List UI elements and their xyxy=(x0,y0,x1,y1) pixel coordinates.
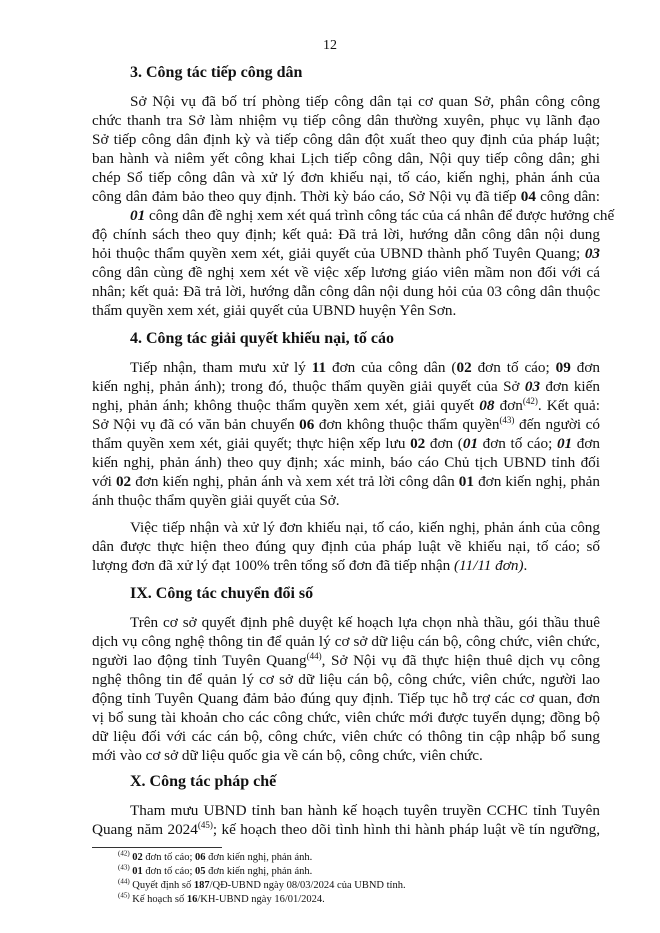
s9-line-4: nghệ thông tin để quản lý cơ sở dữ liệu cán bộ, công chức, viên chức, người lao xyxy=(92,671,600,688)
s3-line-3: Sở tiếp công dân định kỳ và tiếp công dân đột xuất theo quy định của pháp luật; xyxy=(92,131,600,148)
s4-p2-line-1: Việc tiếp nhận và xử lý đơn khiếu nại, tố cáo, kiến nghị, phản ánh của công xyxy=(130,519,600,536)
s9-line-5: động tỉnh Tuyên Quang đảm bảo đúng quy định. Tiếp tục hỗ trợ các cơ quan, đơn xyxy=(92,690,600,707)
s3-line-7: 01 công dân đề nghị xem xét quá trình công tác của cá nhân để được hưởng chế xyxy=(130,207,615,224)
footnote-42: $^{(42)}$ 02 đơn tố cáo; 06 đơn kiến nghị, phản ánh. xyxy=(118,849,313,863)
page-number: 12 xyxy=(323,38,337,53)
footnote-ref-45: (45) xyxy=(197,819,213,830)
s3-line-8: độ chính sách theo quy định; kết quả: Đã trả lời, hướng dẫn công dân nội dung xyxy=(92,226,600,243)
footnote-ref-44: (44) xyxy=(306,650,322,661)
s10-line-1: Tham mưu UBND tỉnh ban hành kế hoạch tuyên truyền CCHC tỉnh Tuyên xyxy=(130,802,600,819)
s9-line-3: người lao động tỉnh Tuyên Quang$^{(44)}$, Sở Nội vụ đã thực hiện thuê dịch vụ công xyxy=(92,650,600,669)
s4-line-4: Sở Nội vụ đã có văn bản chuyển 06 đơn không thuộc thẩm quyền$^{(43)}$ đến người có xyxy=(92,414,600,433)
section-3-heading: 3. Công tác tiếp công dân xyxy=(130,64,303,81)
s9-line-8: mới vào cơ sở dữ liệu quốc gia về cán bộ, công chức, viên chức. xyxy=(92,747,483,764)
footnote-45: $^{(45)}$ Kế hoạch số 16/KH-UBND ngày 16/01/2024. xyxy=(118,891,325,905)
s4-line-5: thẩm quyền xem xét, giải quyết; thực hiện xếp lưu 02 đơn (01 đơn tố cáo; 01 đơn xyxy=(92,435,601,452)
s3-line-6: công dân đảm bảo theo quy định. Thời kỳ báo cáo, Sở Nội vụ đã tiếp 04 công dân: xyxy=(92,188,600,205)
s3-line-9: hỏi thuộc thẩm quyền xem xét, giải quyết của UBND thành phố Tuyên Quang; 03 xyxy=(92,245,600,262)
footnote-ref-43: (43) xyxy=(499,414,515,425)
s4-line-7: với 02 đơn kiến nghị, phản ánh và xem xét trả lời công dân 01 đơn kiến nghị, phản xyxy=(92,473,601,490)
s9-line-7: dữ liệu đối với các cán bộ, công chức, viên chức có thông tin cập nhập bổ sung xyxy=(92,728,600,745)
s10-line-2: Quang năm 2024$^{(45)}$; kế hoạch theo dõi tình hình thi hành pháp luật về tín ngưỡng, xyxy=(92,819,600,838)
footnote-44: $^{(44)}$ Quyết định số 187/QĐ-UBND ngày 08/03/2024 của UBND tỉnh. xyxy=(118,877,406,891)
footnote-43: $^{(43)}$ 01 đơn tố cáo; 05 đơn kiến nghị, phản ánh. xyxy=(118,863,313,877)
s3-line-10: công dân cùng đề nghị xem xét về việc xếp lương giáo viên mầm non đối với cá xyxy=(92,264,600,281)
s9-line-6: vị bổ sung tài khoản cho các công chức, viên chức mới được tuyển dụng; đồng bộ xyxy=(92,709,600,726)
s4-p2-line-2: dân được thực hiện theo đúng quy định của pháp luật về khiếu nại, tố cáo; số xyxy=(92,538,600,555)
s4-p2-line-3: lượng đơn đã xử lý đạt 100% trên tổng số đơn đã tiếp nhận (11/11 đơn). xyxy=(92,557,528,574)
s4-line-6: kiến nghị, phản ánh) theo quy định; xác minh, báo cáo Chủ tịch UBND tỉnh đối xyxy=(92,454,600,471)
s3-line-11: nhân; kết quả: Đã trả lời, hướng dẫn công dân nội dung hỏi của 03 công dân thuộc xyxy=(92,283,600,300)
s3-line-1: Sở Nội vụ đã bố trí phòng tiếp công dân tại cơ quan Sở, phân công công xyxy=(130,93,600,110)
footnote-separator xyxy=(92,847,222,848)
s3-line-2: chức thanh tra Sở làm nhiệm vụ tiếp công dân thường xuyên, phục vụ lãnh đạo xyxy=(92,112,600,129)
s4-line-3: nghị, phản ánh; không thuộc thẩm quyền xem xét, giải quyết 08 đơn$^{(42)}$. Kết quả: xyxy=(92,395,600,414)
section-x-heading: X. Công tác pháp chế xyxy=(130,773,277,790)
footnote-ref-42: (42) xyxy=(522,395,538,406)
section-ix-heading: IX. Công tác chuyển đổi số xyxy=(130,585,314,602)
s4-line-1: Tiếp nhận, tham mưu xử lý 11 đơn của công dân (02 đơn tố cáo; 09 đơn xyxy=(130,359,600,376)
s4-line-8: ánh thuộc thẩm quyền giải quyết của Sở. xyxy=(92,492,340,509)
s9-line-1: Trên cơ sở quyết định phê duyệt kế hoạch lựa chọn nhà thầu, gói thầu thuê xyxy=(130,614,600,631)
s3-line-12: thẩm quyền xem xét, giải quyết của UBND huyện Yên Sơn. xyxy=(92,302,457,319)
section-4-heading: 4. Công tác giải quyết khiếu nại, tố cáo xyxy=(130,330,395,347)
s3-line-4: ban hành và niêm yết công khai Lịch tiếp công dân, Nội quy tiếp công dân; ghi xyxy=(92,150,600,167)
s3-line-5: chép Sổ tiếp công dân và xử lý đơn khiếu nại, tố cáo, kiến nghị, phản ánh của xyxy=(92,169,600,186)
s9-line-2: dịch vụ công nghệ thông tin để quản lý cơ sở dữ liệu cán bộ, công chức, viên chức, xyxy=(92,633,600,650)
s4-line-2: kiến nghị, phản ánh); trong đó, thuộc thẩm quyền giải quyết của Sở 03 đơn kiến xyxy=(92,378,600,395)
